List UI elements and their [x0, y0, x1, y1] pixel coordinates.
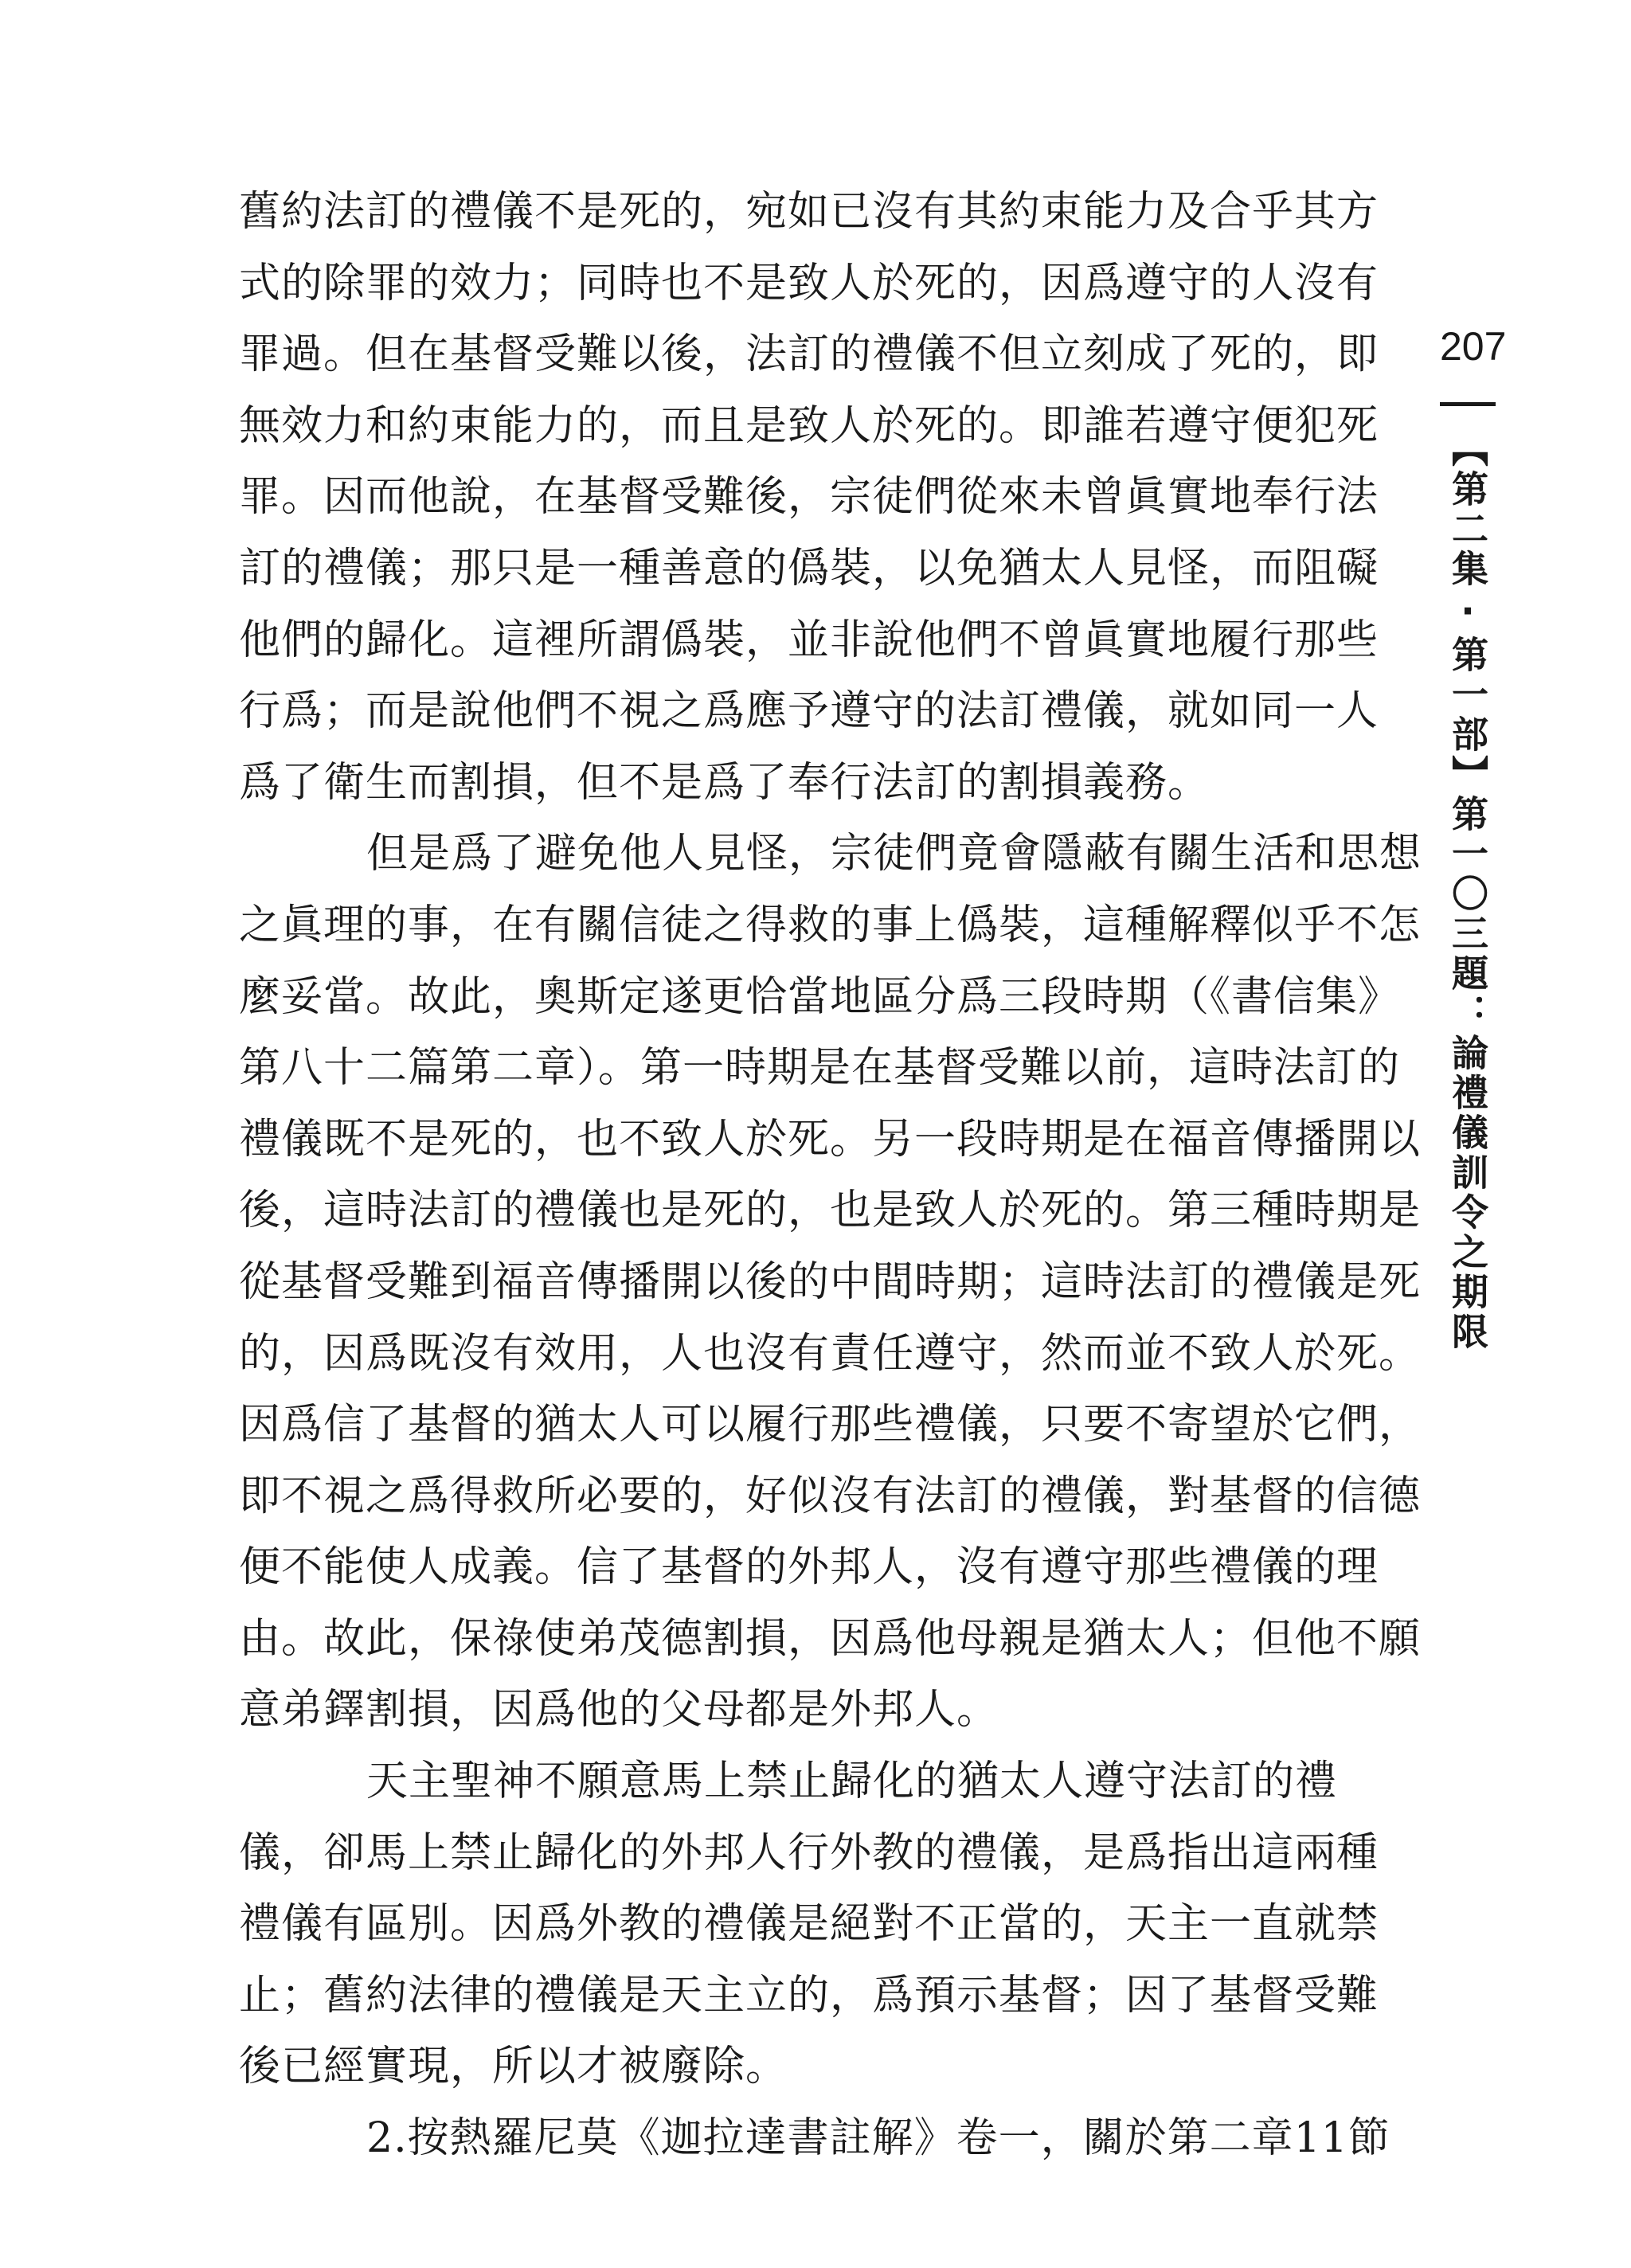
- text-line: 舊約法訂的禮儀不是死的，宛如已沒有其約束能力及合乎其方: [239, 188, 1379, 236]
- text-line: 從基督受難到福音傳播開以後的中間時期；這時法訂的禮儀是死: [239, 1257, 1422, 1306]
- text-line: 禮儀有區別。因爲外教的禮儀是絕對不正當的，天主一直就禁: [239, 1900, 1379, 1949]
- text-line: 罪。因而他說，在基督受難後，宗徒們從來未曾眞實地奉行法: [239, 473, 1379, 522]
- header-rule: [1440, 402, 1496, 406]
- text-line: 天主聖神不願意馬上禁止歸化的猶太人遵守法訂的禮: [366, 1758, 1338, 1806]
- text-line: 禮儀既不是死的，也不致人於死。另一段時期是在福音傳播開以: [239, 1115, 1422, 1163]
- text-line: 爲了衛生而割損，但不是爲了奉行法訂的割損義務。: [239, 758, 1211, 807]
- text-line: 後，這時法訂的禮儀也是死的，也是致人於死的。第三種時期是: [239, 1187, 1422, 1235]
- text-line: 因爲信了基督的猶太人可以履行那些禮儀，只要不寄望於它們，: [239, 1401, 1422, 1449]
- text-line: 無效力和約束能力的，而且是致人於死的。即誰若遵守便犯死: [239, 401, 1379, 450]
- text-line: 由。故此，保祿使弟茂德割損，因爲他母親是猶太人；但他不願: [239, 1614, 1422, 1663]
- text-line: 行爲；而是說他們不視之爲應予遵守的法訂禮儀，就如同一人: [239, 687, 1379, 736]
- body-text: [239, 177, 1422, 2175]
- text-line: 便不能使人成義。信了基督的外邦人，沒有遵守那些禮儀的理: [239, 1543, 1379, 1592]
- text-line: 止；舊約法律的禮儀是天主立的，爲預示基督；因了基督受難: [239, 1971, 1379, 2020]
- text-line: 意弟鐸割損，因爲他的父母都是外邦人。: [239, 1686, 999, 1734]
- text-line: 麼妥當。故此，奧斯定遂更恰當地區分爲三段時期（《書信集》: [239, 972, 1401, 1021]
- text-line: 訂的禮儀；那只是一種善意的僞裝，以免猶太人見怪，而阻礙: [239, 544, 1379, 592]
- text-line: 之眞理的事，在有關信徒之得救的事上僞裝，這種解釋似乎不怎: [239, 901, 1422, 949]
- text-line: 他們的歸化。這裡所謂僞裝，並非說他們不曾眞實地履行那些: [239, 616, 1379, 664]
- text-line: 的，因爲既沒有效用，人也沒有責任遵守，然而並不致人於死。: [239, 1329, 1422, 1378]
- page-number: 207: [1440, 324, 1507, 369]
- text-line: 罪過。但在基督受難以後，法訂的禮儀不但立刻成了死的，即: [239, 330, 1379, 379]
- text-line: 後已經實現，所以才被廢除。: [239, 2043, 788, 2091]
- text-line: 即不視之爲得救所必要的，好似沒有法訂的禮儀，對基督的信德: [239, 1472, 1422, 1520]
- running-head: 【第二集·第一部】第一〇三題：論禮儀訓令之期限: [1446, 430, 1489, 1352]
- text-line: 第八十二篇第二章）。第一時期是在基督受難以前，這時法訂的: [239, 1044, 1401, 1093]
- text-line: 2.按熱羅尼莫《迦拉達書註解》卷一，關於第二章11節: [366, 2114, 1390, 2163]
- text-line: 式的除罪的效力；同時也不是致人於死的，因爲遵守的人沒有: [239, 259, 1379, 307]
- text-line: 但是爲了避免他人見怪，宗徒們竟會隱蔽有關生活和思想: [366, 830, 1422, 878]
- text-line: 儀，卻馬上禁止歸化的外邦人行外教的禮儀，是爲指出這兩種: [239, 1828, 1379, 1877]
